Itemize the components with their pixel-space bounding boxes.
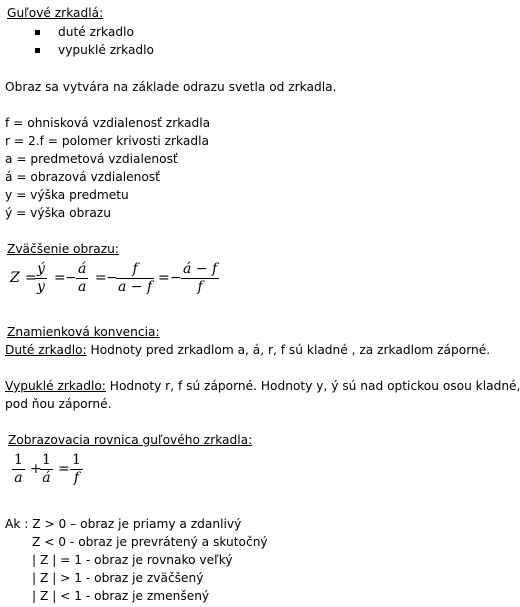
list-item: vypuklé zrkadlo <box>58 43 155 57</box>
definition-line: f = ohnisková vzdialenosť zrkadla <box>5 116 211 130</box>
fraction: 1 a <box>14 452 23 486</box>
bullet-icon <box>35 30 40 35</box>
heading-magnification: Zväčšenie obrazu: <box>7 242 119 256</box>
fraction: f a − f <box>118 261 153 295</box>
convex-rule-cont: pod ňou záporné. <box>5 397 112 411</box>
condition-line: Ak : Z > 0 – obraz je priamy a zdanlivý <box>5 517 242 531</box>
fraction: ý y <box>37 261 45 295</box>
fraction: 1 á <box>42 452 51 486</box>
convex-rule: Vypuklé zrkadlo: Hodnoty r, f sú záporné. Hodnoty y, ý sú nad optickou osou kladné, <box>5 379 520 393</box>
definition-line: ý = výška obrazu <box>5 206 111 220</box>
condition-line: Z < 0 - obraz je prevrátený a skutočný <box>32 535 268 549</box>
bullet-icon <box>35 48 40 53</box>
definition-line: r = 2.f = polomer krivosti zrkadla <box>5 134 209 148</box>
condition-line: | Z | > 1 - obraz je zväčšený <box>32 571 204 585</box>
fraction: á − f f <box>183 261 218 295</box>
heading-spherical-mirrors: Guľové zrkadlá: <box>7 6 104 20</box>
heading-mirror-equation: Zobrazovacia rovnica guľového zrkadla: <box>8 433 253 447</box>
intro-text: Obraz sa vytvára na základe odrazu svetla od zrkadla. <box>5 80 337 94</box>
fraction: á a <box>78 261 87 295</box>
definition-line: a = predmetová vzdialenosť <box>5 152 178 166</box>
concave-rule: Duté zrkadlo: Hodnoty pred zrkadlom a, á, r, f sú kladné , za zrkadlom záporné. <box>5 343 491 357</box>
heading-sign-convention: Znamienková konvencia: <box>7 325 160 339</box>
definition-line: á = obrazová vzdialenosť <box>5 170 160 184</box>
list-item: duté zrkadlo <box>58 25 134 39</box>
fraction: 1 f <box>72 452 81 486</box>
condition-line: | Z | = 1 - obraz je rovnako veľký <box>32 553 233 567</box>
definition-line: y = výška predmetu <box>5 188 129 202</box>
condition-line: | Z | < 1 - obraz je zmenšený <box>32 589 210 603</box>
